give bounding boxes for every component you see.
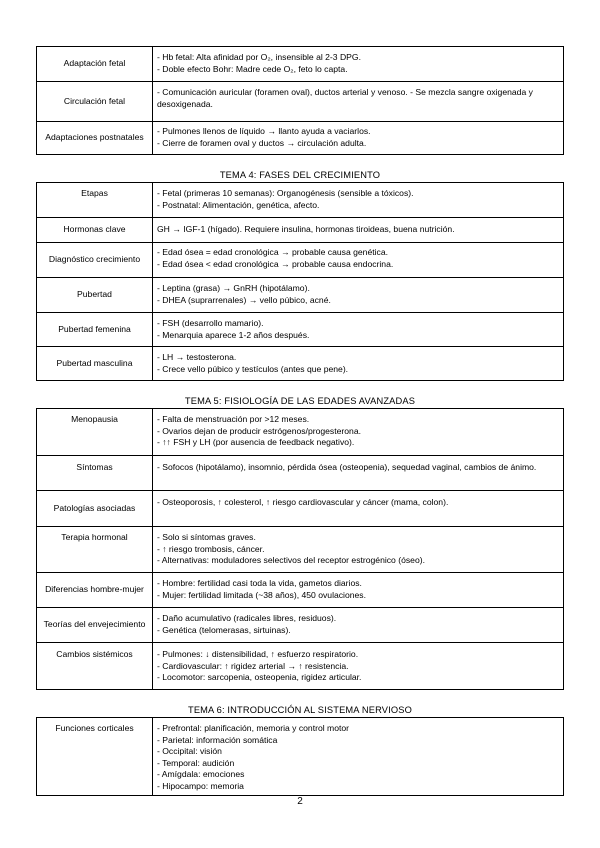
row-content [153, 183, 564, 218]
content-line: - Prefrontal: planificación, memoria y control motor [157, 723, 349, 733]
page-number: 2 [297, 796, 303, 807]
content-line: - Hombre: fertilidad casi toda la vida, gametos diarios. [157, 578, 362, 588]
content-line: - Edad ósea = edad cronológica → probable causa genética. [157, 247, 388, 257]
table-row [37, 47, 564, 82]
table-fetal-adaptations [36, 46, 564, 155]
content-line: - Falta de menstruación por >12 meses. [157, 414, 310, 424]
content-line: - FSH (desarrollo mamario). [157, 318, 264, 328]
row-label: Patologías asociadas [37, 491, 153, 527]
content-line: - Temporal: audición [157, 757, 235, 768]
table-nervous-system [36, 717, 564, 796]
table-row [37, 183, 564, 218]
content-line: - Solo si síntomas graves. [157, 532, 256, 542]
content-line: - Crece vello púbico y testículos (antes que pene). [157, 363, 349, 374]
table-row [37, 82, 564, 122]
table-row [37, 409, 564, 456]
content-line: - Pulmones llenos de líquido → llanto ayuda a vaciarlos. [157, 126, 371, 136]
content-line: - Hb fetal: Alta afinidad por O₂, insensible al 2-3 DPG. [157, 52, 361, 62]
table-row [37, 608, 564, 643]
row-label: Pubertad femenina [37, 313, 153, 347]
row-content [153, 243, 564, 278]
content-line: - Locomotor: sarcopenia, osteopenia, rigidez articular. [157, 672, 362, 683]
content-line: - Occipital: visión [157, 746, 222, 757]
content-line: - Genética (telomerasas, sirtuinas). [157, 624, 291, 635]
content-line: - DHEA (suprarrenales) → vello púbico, acné. [157, 294, 331, 305]
content-line: - Sofocos (hipotálamo), insomnio, pérdida ósea (osteopenia), sequedad vaginal, cambios de ánimo. [157, 462, 537, 472]
row-content [153, 456, 564, 491]
row-label: Menopausia [37, 409, 153, 456]
document-page [36, 46, 564, 796]
content-line: - Pulmones: ↓ distensibilidad, ↑ esfuerzo respiratorio. [157, 649, 359, 659]
content-line: - Cardiovascular: ↑ rigidez arterial → ↑ resistencia. [157, 660, 349, 671]
row-content [153, 643, 564, 690]
table-row [37, 573, 564, 608]
content-line: - Cierre de foramen oval y ductos → circulación adulta. [157, 137, 367, 148]
content-line: - Leptina (grasa) → GnRH (hipotálamo). [157, 283, 310, 293]
row-label: Teorías del envejecimiento [37, 608, 153, 643]
table-row [37, 313, 564, 347]
row-label: Funciones corticales [37, 718, 153, 796]
row-content [153, 313, 564, 347]
content-line: - Osteoporosis, ↑ colesterol, ↑ riesgo cardiovascular y cáncer (mama, colon). [157, 497, 449, 507]
row-label: Diagnóstico crecimiento [37, 243, 153, 278]
row-content [153, 122, 564, 155]
row-label: Adaptaciones postnatales [37, 122, 153, 155]
row-content [153, 608, 564, 643]
content-line: - Amígdala: emociones [157, 769, 245, 780]
table-row [37, 718, 564, 796]
row-label: Adaptación fetal [37, 47, 153, 82]
row-label: Circulación fetal [37, 82, 153, 122]
table-row [37, 122, 564, 155]
section-title: TEMA 5: FISIOLOGÍA DE LAS EDADES AVANZADAS [184, 396, 416, 406]
row-label: Pubertad masculina [37, 347, 153, 381]
table-row [37, 643, 564, 690]
table-row [37, 347, 564, 381]
row-content [153, 218, 564, 243]
content-line: - Edad ósea < edad cronológica → probable causa endocrina. [157, 258, 394, 269]
content-line: - Parietal: información somática [157, 734, 278, 745]
content-line: - Mujer: fertilidad limitada (~38 años), 450 ovulaciones. [157, 589, 366, 600]
row-content [153, 82, 564, 122]
row-content [153, 409, 564, 456]
content-line: - ↑↑ FSH y LH (por ausencia de feedback negativo). [157, 437, 355, 448]
content-line: - ↑ riesgo trombosis, cáncer. [157, 543, 265, 554]
content-line: - Daño acumulativo (radicales libres, residuos). [157, 613, 337, 623]
section-title: TEMA 4: FASES DEL CRECIMIENTO [219, 170, 381, 180]
content-line: - Hipocampo: memoria [157, 780, 244, 791]
table-row [37, 456, 564, 491]
content-line: - Ovarios dejan de producir estrógenos/progesterona. [157, 425, 361, 436]
content-line: GH → IGF-1 (hígado). Requiere insulina, hormonas tiroideas, buena nutrición. [157, 224, 455, 235]
table-row [37, 527, 564, 573]
row-label: Pubertad [37, 278, 153, 313]
table-row [37, 278, 564, 313]
row-content [153, 573, 564, 608]
row-content [153, 718, 564, 796]
section-title: TEMA 6: INTRODUCCIÓN AL SISTEMA NERVIOSO [187, 705, 412, 715]
content-line: - LH → testosterona. [157, 352, 237, 362]
row-content [153, 278, 564, 313]
row-label: Diferencias hombre-mujer [37, 573, 153, 608]
row-content [153, 527, 564, 573]
row-label: Hormonas clave [37, 218, 153, 243]
content-line: - Doble efecto Bohr: Madre cede O₂, feto lo capta. [157, 63, 348, 74]
table-row [37, 218, 564, 243]
row-label: Terapia hormonal [37, 527, 153, 573]
row-label: Etapas [37, 183, 153, 218]
table-row [37, 491, 564, 527]
content-line: - Postnatal: Alimentación, genética, afecto. [157, 199, 320, 210]
table-growth-phases [36, 182, 564, 381]
row-content [153, 347, 564, 381]
table-row [37, 243, 564, 278]
content-line: - Alternativas: moduladores selectivos del receptor estrogénico (óseo). [157, 555, 425, 566]
row-label: Síntomas [37, 456, 153, 491]
row-content [153, 491, 564, 527]
row-label: Cambios sistémicos [37, 643, 153, 690]
table-aging-physiology [36, 408, 564, 690]
content-line: - Menarquia aparece 1-2 años después. [157, 329, 310, 340]
content-line: - Comunicación auricular (foramen oval), ductos arterial y venoso. - Se mezcla sangre oxigenada y desoxigenada. [157, 87, 533, 109]
content-line: - Fetal (primeras 10 semanas): Organogénesis (sensible a tóxicos). [157, 188, 414, 198]
row-content [153, 47, 564, 82]
